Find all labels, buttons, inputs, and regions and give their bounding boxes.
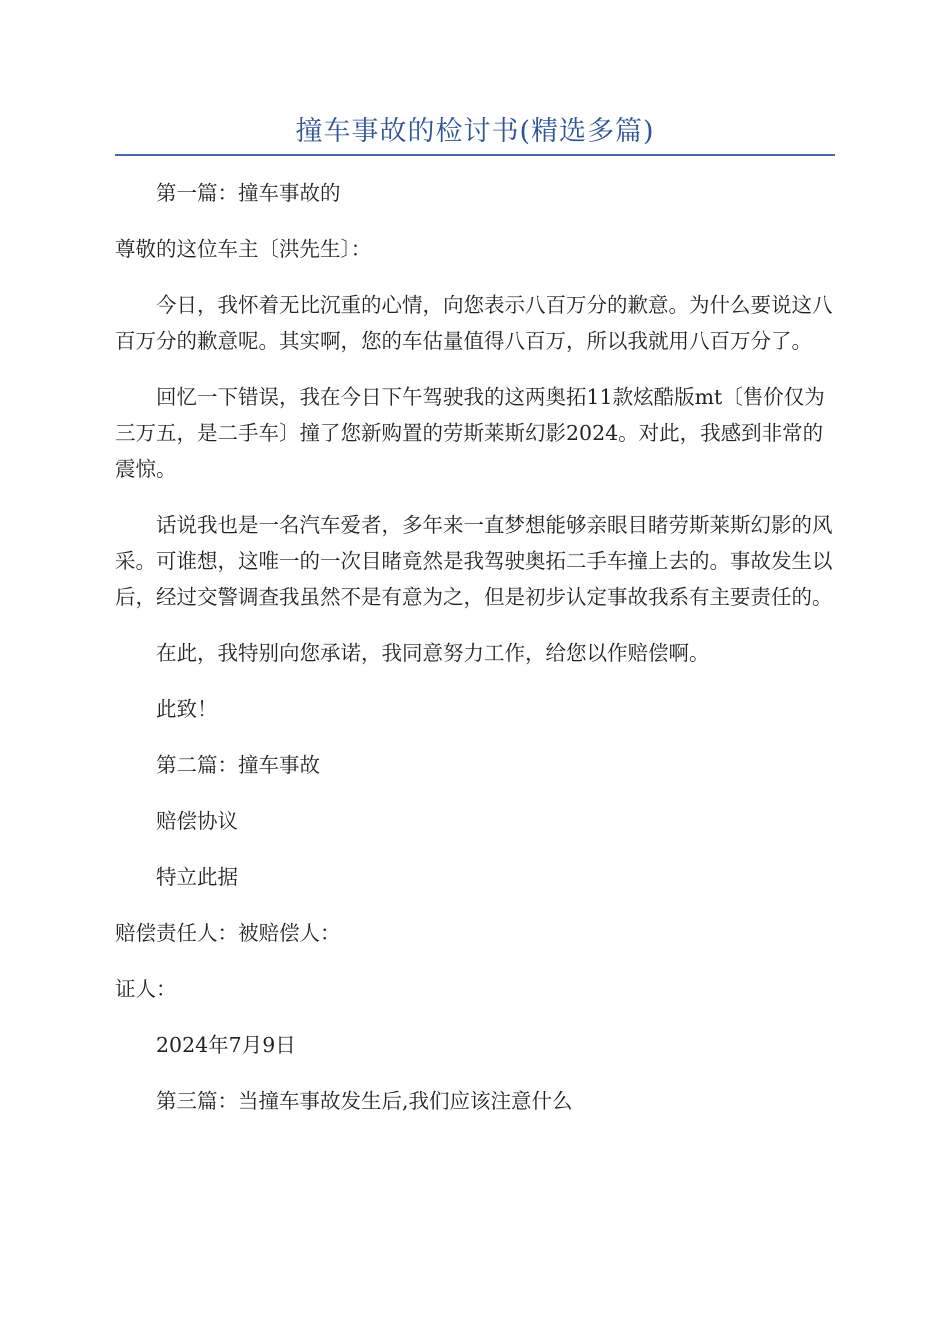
parties-line: 赔偿责任人：被赔偿人： <box>115 921 341 945</box>
body-paragraph: 在此，我特别向您承诺，我同意努力工作，给您以作赔偿啊。 <box>156 641 710 665</box>
section-heading-2: 第二篇：撞车事故 <box>156 753 320 777</box>
salutation: 尊敬的这位车主〔洪先生〕： <box>115 237 372 261</box>
section-heading-1: 第一篇：撞车事故的 <box>156 181 341 205</box>
body-paragraph: 话说我也是一名汽车爱者，多年来一直梦想能够亲眼目睹劳斯莱斯幻影的风采。可谁想，这唯一的一次目睹竟然是我驾驶奥拓二手车撞上去的。事故发生以后，经过交警调查我虽然不是有意为之，但是初步认定事故我系有主要责任的。 <box>115 513 833 609</box>
document-body <box>115 175 837 1139</box>
body-paragraph: 今日，我怀着无比沉重的心情，向您表示八百万分的歉意。为什么要说这八百万分的歉意呢。其实啊，您的车估量值得八百万，所以我就用八百万分了。 <box>115 293 833 353</box>
agreement-title: 赔偿协议 <box>156 809 238 833</box>
witness-line: 证人： <box>115 977 177 1001</box>
body-paragraph: 回忆一下错误，我在今日下午驾驶我的这两奥拓11款炫酷版mt〔售价仅为三万五，是二手车〕撞了您新购置的劳斯莱斯幻影2024。对此，我感到非常的震惊。 <box>115 385 825 481</box>
document-title: 撞车事故的检讨书(精选多篇) <box>295 116 655 147</box>
closing: 此致！ <box>156 697 218 721</box>
agreement-note: 特立此据 <box>156 865 238 889</box>
section-heading-3: 第三篇：当撞车事故发生后,我们应该注意什么 <box>156 1089 573 1113</box>
title-underline <box>115 154 835 156</box>
date-line: 2024年7月9日 <box>156 1033 296 1057</box>
